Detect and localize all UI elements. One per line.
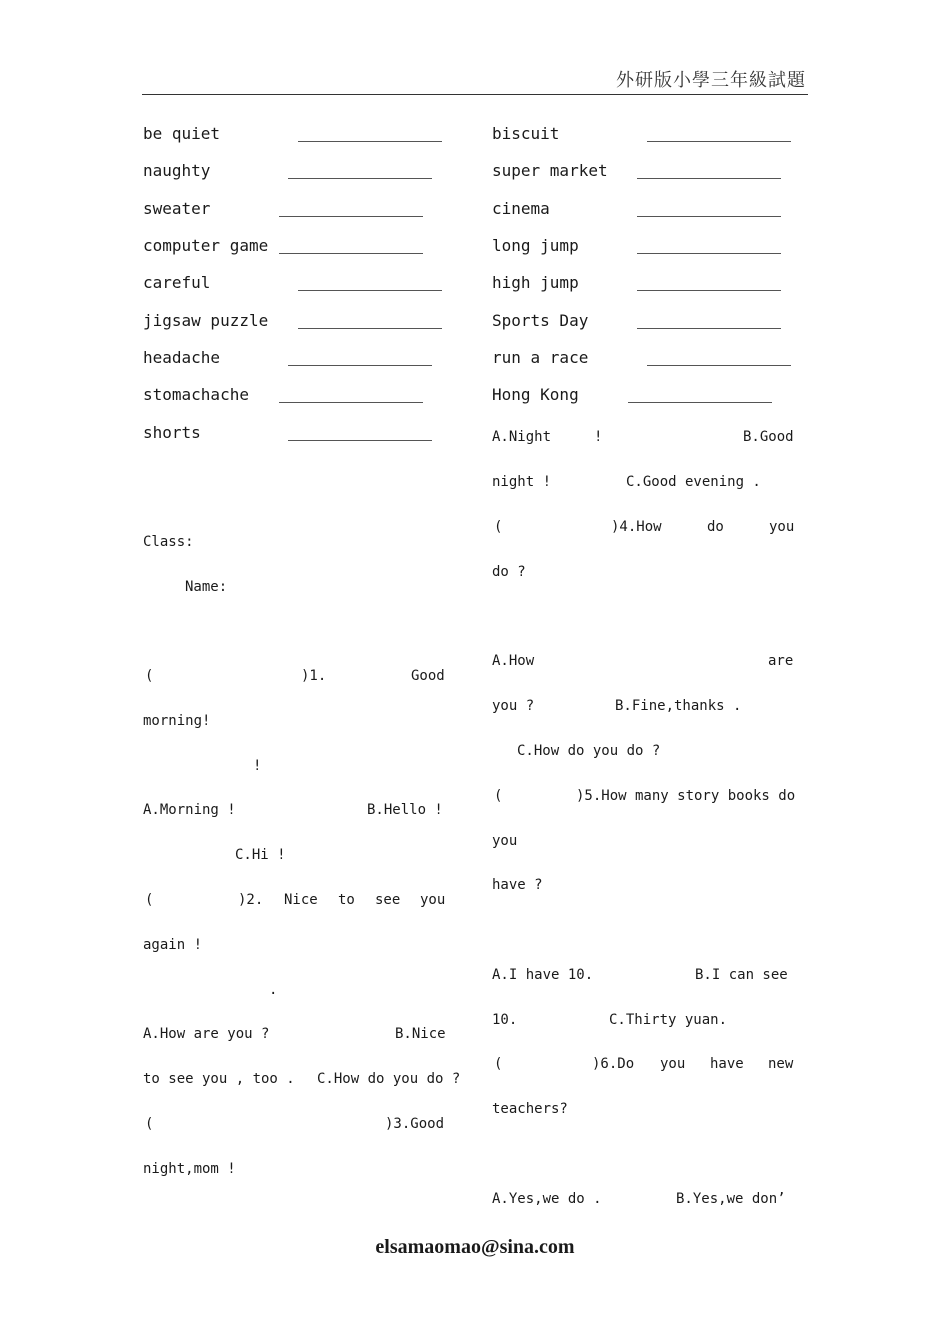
vocab-word: headache [143, 348, 221, 367]
q4-option-c: C.How do you do ? [517, 743, 661, 759]
vocab-word: cinema [492, 199, 550, 218]
answer-blank[interactable] [298, 328, 442, 329]
vocab-word: naughty [143, 161, 211, 180]
answer-blank[interactable] [288, 365, 432, 366]
q5-text-cont: you [492, 833, 518, 849]
answer-blank[interactable] [637, 290, 781, 291]
q2-option-c: C.How do you do ? [317, 1071, 461, 1087]
q2-option-a: A.How are you ? [143, 1026, 270, 1042]
q1-text-cont: morning! [143, 713, 211, 729]
q4-word: do [707, 519, 724, 535]
page-title: 外研版小學三年級試題 [616, 70, 806, 91]
q4-text-cont: do ? [492, 564, 526, 580]
vocab-item [143, 199, 443, 223]
q5-option-a: A.I have 10. [492, 967, 594, 983]
answer-blank[interactable] [628, 402, 772, 403]
q6-number: )6.Do [592, 1056, 635, 1072]
q3-paren-open: ( [145, 1116, 154, 1132]
vocab-item [143, 273, 443, 297]
q3-number: )3.Good [385, 1116, 445, 1132]
q4-option-b: B.Fine,thanks . [615, 698, 742, 714]
vocab-word: stomachache [143, 385, 249, 404]
q6-option-a: A.Yes,we do . [492, 1191, 602, 1207]
vocab-item [143, 161, 443, 185]
footer-email: elsamaomao@sina.com [375, 1236, 575, 1258]
q2-dot: . [269, 982, 278, 998]
vocab-item [492, 311, 792, 335]
answer-blank[interactable] [637, 328, 781, 329]
q4-paren-open: ( [494, 519, 503, 535]
q4-option-a: A.How [492, 653, 535, 669]
q1-paren-open: ( [145, 668, 154, 684]
vocab-item [143, 348, 443, 372]
vocab-item [492, 199, 792, 223]
q2-word: you [420, 892, 446, 908]
answer-blank[interactable] [279, 216, 423, 217]
r1-option-c: C.Good evening . [626, 474, 761, 490]
q2-option-b: B.Nice [395, 1026, 446, 1042]
q6-word: new [768, 1056, 794, 1072]
q4-option-a-cont2: you ? [492, 698, 535, 714]
vocab-item [143, 311, 443, 335]
q5-option-b: B.I can see [695, 967, 788, 983]
q6-word: have [710, 1056, 744, 1072]
answer-blank[interactable] [647, 141, 791, 142]
q1-excl: ! [253, 758, 262, 774]
answer-blank[interactable] [647, 365, 791, 366]
q2-paren-open: ( [145, 892, 154, 908]
q5-text-cont2: have ? [492, 877, 543, 893]
q3-text-cont: night,mom ! [143, 1161, 236, 1177]
vocab-word: be quiet [143, 124, 221, 143]
r1-excl: ! [594, 429, 603, 445]
r1-option-b: B.Good [743, 429, 794, 445]
vocab-item [492, 124, 792, 148]
vocab-word: jigsaw puzzle [143, 311, 269, 330]
answer-blank[interactable] [637, 178, 781, 179]
answer-blank[interactable] [298, 290, 442, 291]
vocab-word: biscuit [492, 124, 560, 143]
q1-option-b: B.Hello ! [367, 802, 443, 818]
r1-option-b-cont: night ! [492, 474, 552, 490]
vocab-item [143, 124, 443, 148]
q1-text: Good [411, 668, 445, 684]
vocab-item [143, 423, 443, 447]
name-label: Name: [185, 579, 228, 595]
q2-text-cont: again ! [143, 937, 203, 953]
vocab-word: shorts [143, 423, 201, 442]
answer-blank[interactable] [637, 253, 781, 254]
q5-option-c: C.Thirty yuan. [609, 1012, 728, 1028]
vocab-word: Hong Kong [492, 385, 579, 404]
q2-word: see [375, 892, 401, 908]
vocab-item [492, 236, 792, 260]
q2-word: Nice [284, 892, 318, 908]
q2-option-b-cont: to see you , too . [143, 1071, 295, 1087]
q5-paren-open: ( [494, 788, 503, 804]
vocab-word: sweater [143, 199, 211, 218]
q2-number: )2. [238, 892, 264, 908]
answer-blank[interactable] [288, 178, 432, 179]
q5-number: )5.How many story books do [576, 788, 796, 804]
vocab-item [143, 385, 443, 409]
q6-text-cont: teachers? [492, 1101, 568, 1117]
q4-word: you [769, 519, 795, 535]
answer-blank[interactable] [637, 216, 781, 217]
vocab-word: Sports Day [492, 311, 589, 330]
vocab-word: super market [492, 161, 608, 180]
vocab-item [492, 385, 792, 409]
answer-blank[interactable] [279, 253, 423, 254]
q5-option-b-cont: 10. [492, 1012, 518, 1028]
vocab-word: run a race [492, 348, 589, 367]
page-header [142, 66, 808, 95]
class-label: Class: [143, 534, 194, 550]
r1-option-a: A.Night [492, 429, 552, 445]
vocab-item [492, 348, 792, 372]
answer-blank[interactable] [298, 141, 442, 142]
q6-option-b: B.Yes,we don’ [676, 1191, 786, 1207]
q1-option-a: A.Morning ! [143, 802, 236, 818]
vocab-word: long jump [492, 236, 579, 255]
vocab-item [143, 236, 443, 260]
q4-number: )4.How [611, 519, 662, 535]
q1-option-c: C.Hi ! [235, 847, 286, 863]
vocab-word: high jump [492, 273, 579, 292]
answer-blank[interactable] [288, 440, 432, 441]
q2-word: to [338, 892, 355, 908]
q4-option-a-cont: are [768, 653, 794, 669]
q1-number: )1. [301, 668, 327, 684]
vocab-word: careful [143, 273, 211, 292]
vocab-word: computer game [143, 236, 269, 255]
answer-blank[interactable] [279, 402, 423, 403]
vocab-item [492, 273, 792, 297]
q6-paren-open: ( [494, 1056, 503, 1072]
q6-word: you [660, 1056, 686, 1072]
vocab-item [492, 161, 792, 185]
